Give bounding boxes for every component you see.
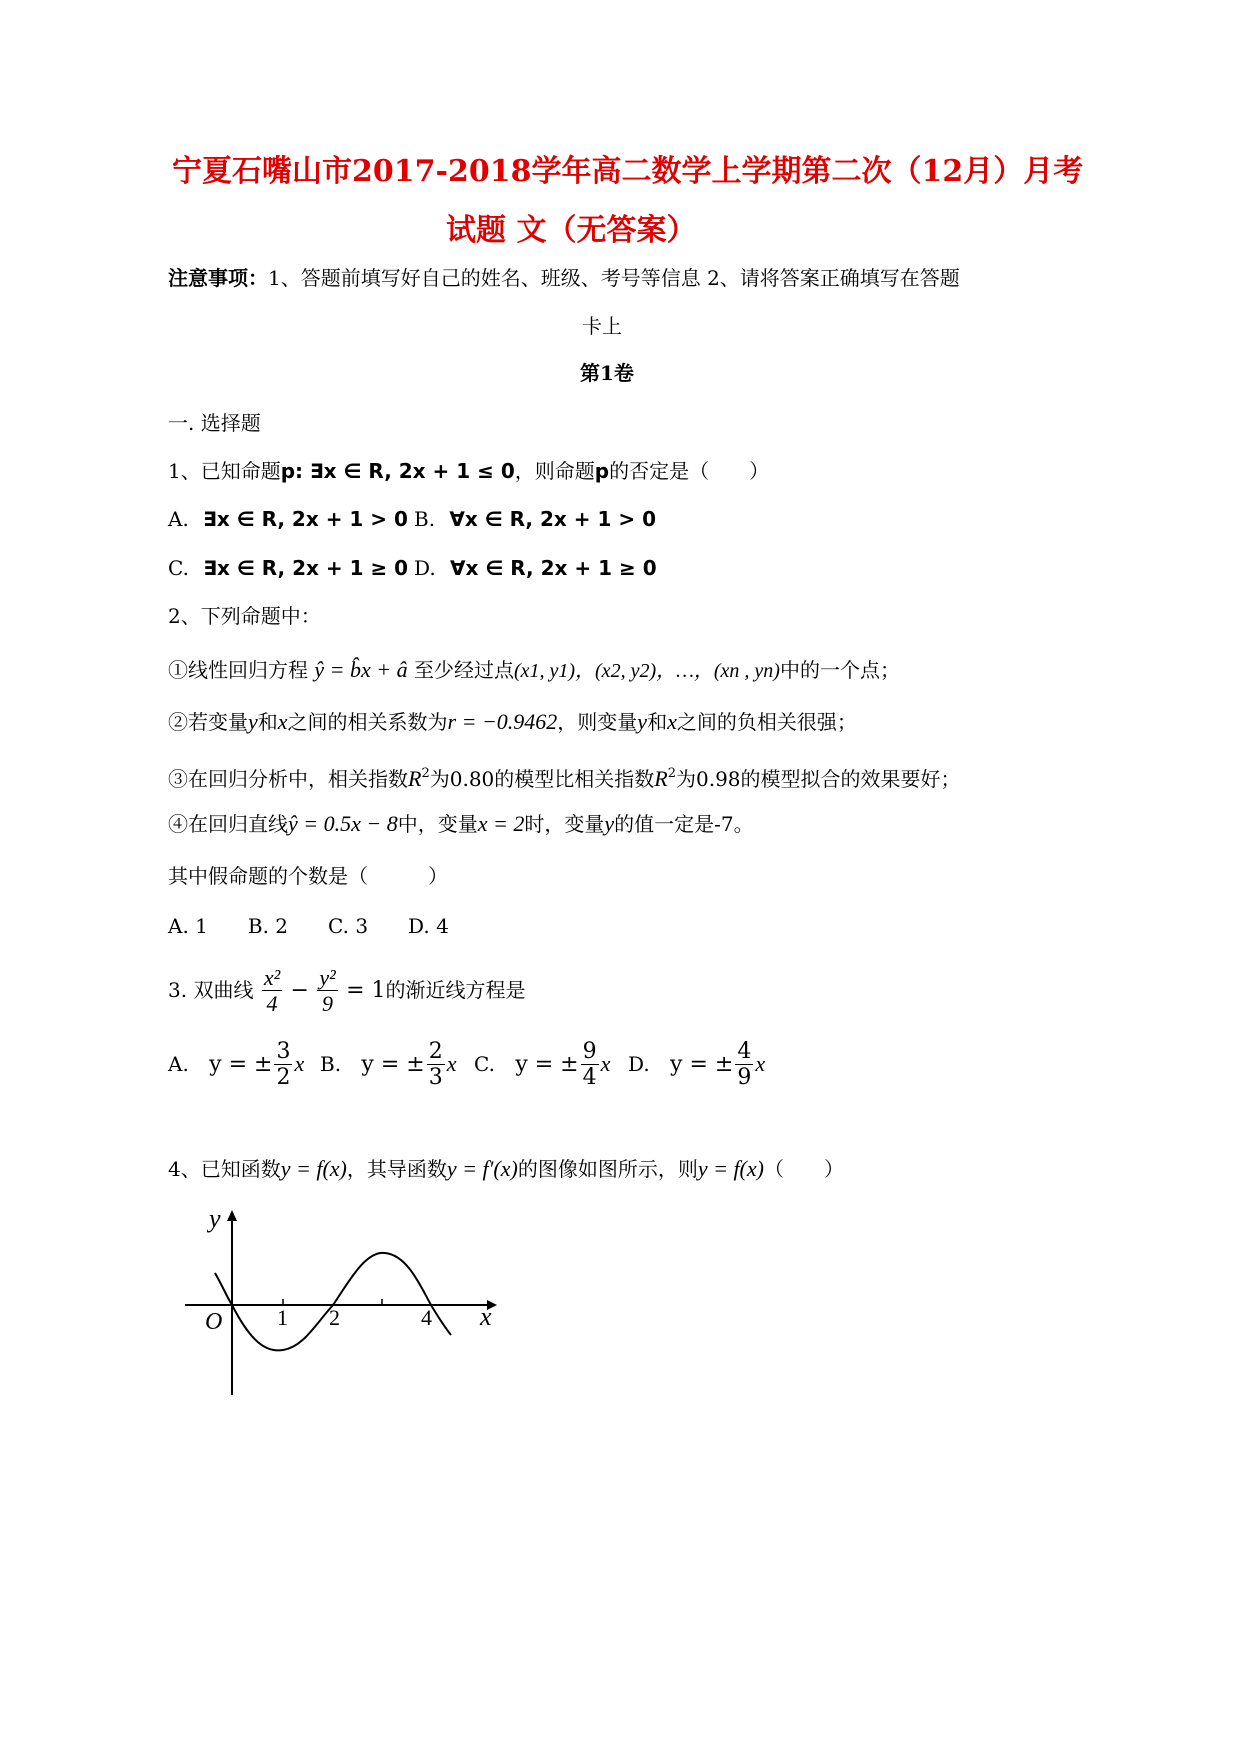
item-text: 之间的负相关很强； bbox=[676, 710, 857, 734]
q3-option-c: C. y = ± $\frac{9}{4}$ x bbox=[474, 1039, 611, 1090]
tick-label-2: 2 bbox=[329, 1305, 340, 1330]
x-value: x = 2 bbox=[477, 811, 525, 836]
option-math: ∃x ∈ R, 2x + 1 ≥ 0 bbox=[203, 556, 409, 580]
fraction-x2-over-4 bbox=[262, 966, 282, 1017]
item-text: ①线性回归方程 bbox=[168, 658, 308, 682]
var-y: y bbox=[637, 709, 648, 734]
var-R: R bbox=[654, 766, 668, 791]
derivative-graph bbox=[185, 1205, 515, 1400]
tick-label-4: 4 bbox=[421, 1305, 432, 1330]
item-text: ④在回归直线 bbox=[168, 812, 288, 836]
tick-label-1: 1 bbox=[277, 1305, 288, 1330]
numerator: y² bbox=[319, 965, 336, 990]
q1-option-c bbox=[168, 555, 408, 581]
item-text: 至少经过点 bbox=[413, 658, 514, 682]
function-eq: y = f(x) bbox=[280, 1156, 347, 1181]
points-list: (x1, y1)，(x2, y2)，…，(xn , yn) bbox=[513, 660, 780, 682]
numerator: 3 bbox=[276, 1039, 291, 1064]
correlation-value: r = −0.9462 bbox=[447, 709, 558, 734]
q1-p: p bbox=[594, 459, 610, 483]
plus-minus: ± bbox=[560, 1052, 579, 1077]
q2-question: 其中假命题的个数是（ ） bbox=[168, 864, 448, 888]
item-text: 时，变量 bbox=[524, 812, 605, 836]
q2-options: A. 1 B. 2 C. 3 D. 4 bbox=[168, 914, 449, 938]
option-label: A. bbox=[168, 507, 189, 531]
var-y: y bbox=[604, 811, 615, 836]
option-label: C. bbox=[474, 1052, 495, 1076]
q3-option-d: D. y = ± $\frac{4}{9}$ x bbox=[628, 1039, 766, 1090]
page-title-line1: 宁夏石嘴山市2017-2018学年高二数学上学期第二次（12月）月考 bbox=[172, 154, 1084, 189]
y-letter: y bbox=[209, 1052, 222, 1077]
item-text: 4、已知函数 bbox=[168, 1157, 281, 1181]
item-text: ，其导函数 bbox=[346, 1157, 447, 1181]
item-text: （ ） bbox=[763, 1157, 844, 1181]
y-axis-label: y bbox=[209, 1205, 221, 1233]
q1-text-b: ，则命题 bbox=[514, 459, 595, 483]
page-title-line2: 试题 文（无答案） bbox=[446, 213, 697, 248]
question-1-stem bbox=[168, 458, 769, 484]
derivative-eq: y = f′(x) bbox=[446, 1156, 518, 1181]
q2-item-1 bbox=[168, 657, 900, 684]
var-y: y bbox=[248, 709, 258, 734]
numerator: 2 bbox=[428, 1039, 443, 1064]
y-letter: y bbox=[670, 1052, 683, 1077]
item-text: 中的一个点； bbox=[779, 658, 900, 682]
item-text: 和 bbox=[257, 710, 278, 734]
item-text: ，则变量 bbox=[557, 710, 638, 734]
denominator: 4 bbox=[582, 1065, 597, 1090]
denominator: 9 bbox=[322, 991, 334, 1016]
option-label: A. bbox=[168, 1052, 189, 1076]
y-letter: y bbox=[515, 1052, 528, 1077]
q1-text-a: 1、已知命题 bbox=[168, 459, 281, 483]
item-text: 的图像如图所示，则 bbox=[517, 1157, 698, 1181]
volume-heading: 第1卷 bbox=[580, 361, 634, 385]
denominator: 2 bbox=[276, 1065, 291, 1090]
slope-fraction bbox=[274, 1040, 292, 1091]
regression-equation: ŷ = b̂x + â bbox=[314, 657, 408, 682]
section-heading: 一. 选择题 bbox=[168, 411, 261, 435]
q1-text-c: 的否定是（ ） bbox=[609, 459, 770, 483]
q1-proposition: p: ∃x ∈ R, 2x + 1 ≤ 0 bbox=[280, 459, 515, 483]
numerator: 9 bbox=[582, 1039, 597, 1064]
equation-rhs: 1 bbox=[371, 978, 386, 1003]
derivative-curve bbox=[215, 1253, 451, 1351]
numerator: x² bbox=[263, 965, 281, 990]
slope-fraction bbox=[581, 1040, 599, 1091]
item-text: 为0.98的模型拟合的效果要好； bbox=[676, 767, 961, 791]
denominator: 4 bbox=[266, 991, 278, 1016]
x-letter: x bbox=[600, 1051, 611, 1076]
item-text: 的值一定是-7。 bbox=[614, 812, 754, 836]
option-label: B. bbox=[320, 1052, 342, 1076]
x-letter: x bbox=[294, 1051, 305, 1076]
plus-minus: ± bbox=[254, 1052, 273, 1077]
fraction-y2-over-9 bbox=[317, 966, 337, 1017]
item-text: 的渐近线方程是 bbox=[385, 978, 526, 1002]
q3-option-b: B. y = ± $\frac{2}{3}$ x bbox=[320, 1039, 457, 1090]
question-4-stem bbox=[168, 1156, 844, 1182]
q2-item-3: ③在回归分析中，相关指数$R^2$为0.80的模型比相关指数$R^2$为0.98的模型拟合的效果要好； bbox=[168, 766, 961, 791]
notice-text-continued: 卡上 bbox=[582, 314, 622, 338]
notice-text: 1、答题前填写好自己的姓名、班级、考号等信息 2、请将答案正确填写在答题 bbox=[268, 266, 960, 290]
q1-option-b bbox=[414, 506, 656, 532]
var-x: x bbox=[667, 709, 677, 734]
slope-fraction bbox=[735, 1040, 753, 1091]
item-text: ②若变量 bbox=[168, 710, 248, 734]
denominator: 3 bbox=[428, 1065, 443, 1090]
option-math: ∀x ∈ R, 2x + 1 ≥ 0 bbox=[450, 556, 657, 580]
item-text: 之间的相关系数为 bbox=[287, 710, 448, 734]
option-math: ∃x ∈ R, 2x + 1 > 0 bbox=[203, 507, 408, 531]
denominator: 9 bbox=[737, 1065, 752, 1090]
option-label: D. bbox=[414, 556, 436, 580]
x-letter: x bbox=[755, 1051, 766, 1076]
var-x: x bbox=[277, 709, 288, 734]
notice bbox=[168, 265, 960, 291]
option-label: B. bbox=[414, 507, 436, 531]
item-text: 为0.80的模型比相关指数 bbox=[429, 767, 655, 791]
q2-item-4 bbox=[168, 811, 754, 837]
numerator: 4 bbox=[737, 1039, 752, 1064]
plus-minus: ± bbox=[406, 1052, 425, 1077]
option-math: ∀x ∈ R, 2x + 1 > 0 bbox=[449, 507, 657, 531]
q2-item-2 bbox=[168, 709, 857, 735]
x-axis-label: x bbox=[480, 1302, 492, 1331]
slope-fraction bbox=[427, 1040, 445, 1091]
question-3-stem: 3. 双曲线 $\frac{\text{x²}}{4}$ − $\frac{\text{y²}}{9}$ = 1的渐近线方程是 bbox=[168, 965, 526, 1016]
item-text: ③在回归分析中，相关指数 bbox=[168, 767, 408, 791]
q1-option-a bbox=[168, 506, 408, 532]
y-axis-arrow-icon bbox=[227, 1210, 237, 1221]
item-text: 中，变量 bbox=[397, 812, 478, 836]
notice-label: 注意事项： bbox=[168, 266, 268, 290]
item-text: 3. 双曲线 bbox=[168, 978, 254, 1002]
origin-label: O bbox=[205, 1309, 223, 1335]
y-letter: y bbox=[361, 1052, 374, 1077]
regression-line: ŷ = 0.5x − 8 bbox=[288, 811, 398, 836]
x-letter: x bbox=[446, 1051, 457, 1076]
plus-minus: ± bbox=[714, 1052, 734, 1077]
q3-option-a: A. y = ± $\frac{3}{2}$ x bbox=[168, 1039, 305, 1090]
item-text: 和 bbox=[647, 710, 668, 734]
option-label: C. bbox=[168, 556, 189, 580]
var-R: R bbox=[408, 766, 422, 791]
option-label: D. bbox=[628, 1052, 650, 1076]
q1-option-d bbox=[414, 555, 657, 581]
question-2-stem: 2、下列命题中： bbox=[168, 604, 321, 628]
function-eq: y = f(x) bbox=[697, 1156, 764, 1181]
